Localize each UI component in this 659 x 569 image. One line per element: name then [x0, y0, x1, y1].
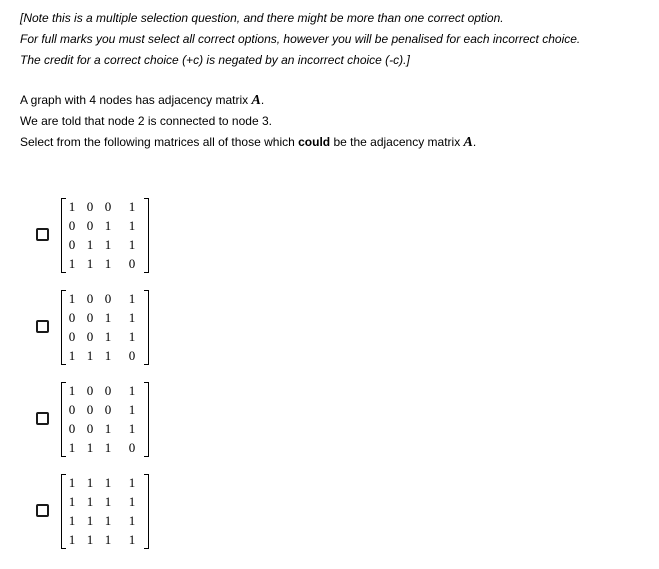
- matrix-row: [61, 400, 151, 419]
- matrix-row: [61, 254, 151, 273]
- matrix-cell: 1: [86, 475, 94, 490]
- matrix-cell: 0: [68, 237, 76, 252]
- matrix-cell: 0: [86, 383, 94, 398]
- matrix-cell: 0: [86, 402, 94, 417]
- question-text: [20, 90, 476, 153]
- matrix-cell: 1: [128, 329, 136, 344]
- matrix-cell: 1: [68, 494, 76, 509]
- matrix-row: [61, 327, 151, 346]
- matrix-cell: 1: [68, 291, 76, 306]
- question-line-3-pre: Select from the following matrices all of those which: [20, 135, 299, 149]
- matrix-cell: 1: [104, 475, 112, 490]
- matrix-cell: 1: [104, 513, 112, 528]
- matrix-cell: 1: [104, 494, 112, 509]
- option-1-matrix: [61, 196, 151, 274]
- matrix-row: [61, 492, 151, 511]
- question-line-2: We are told that node 2 is connected to node 3.: [20, 114, 272, 128]
- matrix-cell: 0: [68, 402, 76, 417]
- matrix-cell: 1: [86, 440, 94, 455]
- matrix-row: [61, 197, 151, 216]
- matrix-cell: 0: [104, 383, 112, 398]
- matrix-row: [61, 381, 151, 400]
- matrix-cell: 1: [128, 291, 136, 306]
- matrix-row: [61, 419, 151, 438]
- matrix-symbol: A: [251, 93, 261, 108]
- matrix-cell: 1: [86, 532, 94, 547]
- matrix-cell: 0: [128, 256, 136, 271]
- matrix-cell: 1: [68, 532, 76, 547]
- option-2-checkbox[interactable]: [36, 320, 49, 333]
- instructions-note: [20, 8, 580, 71]
- option-4: [36, 472, 176, 550]
- option-3-checkbox[interactable]: [36, 412, 49, 425]
- matrix-cell: 1: [68, 199, 76, 214]
- option-1-checkbox[interactable]: [36, 228, 49, 241]
- matrix-cell: 1: [128, 421, 136, 436]
- matrix-cell: 1: [104, 532, 112, 547]
- matrix-cell: 0: [86, 329, 94, 344]
- matrix-cell: 1: [104, 237, 112, 252]
- instructions-line-1: [Note this is a multiple selection question, and there might be more than one correct option.: [20, 11, 504, 25]
- option-4-matrix: [61, 472, 151, 550]
- matrix-cell: 1: [86, 494, 94, 509]
- matrix-cell: 1: [68, 383, 76, 398]
- matrix-cell: 1: [68, 440, 76, 455]
- option-1: [36, 196, 176, 274]
- matrix-symbol: A: [463, 135, 473, 150]
- matrix-cell: 1: [128, 218, 136, 233]
- matrix-cell: 0: [86, 199, 94, 214]
- option-2-matrix: [61, 288, 151, 366]
- matrix-cell: 1: [104, 348, 112, 363]
- option-3: [36, 380, 176, 458]
- matrix-cell: 1: [86, 348, 94, 363]
- matrix-cell: 1: [104, 421, 112, 436]
- matrix-cell: 1: [86, 513, 94, 528]
- matrix-cell: 1: [128, 513, 136, 528]
- matrix-cell: 1: [128, 494, 136, 509]
- matrix-row: [61, 216, 151, 235]
- matrix-cell: 0: [128, 440, 136, 455]
- matrix-cell: 1: [128, 199, 136, 214]
- matrix-cell: 1: [68, 513, 76, 528]
- matrix-cell: 1: [104, 256, 112, 271]
- option-2: [36, 288, 176, 366]
- matrix-cell: 0: [68, 218, 76, 233]
- matrix-row: [61, 346, 151, 365]
- question-line-1-text: A graph with 4 nodes has adjacency matrix: [20, 93, 252, 107]
- matrix-cell: 1: [104, 329, 112, 344]
- matrix-cell: 0: [68, 310, 76, 325]
- matrix-cell: 0: [104, 291, 112, 306]
- matrix-row: [61, 530, 151, 549]
- matrix-cell: 0: [86, 310, 94, 325]
- matrix-cell: 1: [86, 256, 94, 271]
- question-line-3: [20, 132, 476, 153]
- matrix-cell: 1: [128, 310, 136, 325]
- matrix-cell: 1: [128, 532, 136, 547]
- question-line-1-end: .: [260, 93, 265, 107]
- matrix-row: [61, 308, 151, 327]
- matrix-row: [61, 289, 151, 308]
- matrix-cell: 1: [128, 237, 136, 252]
- instructions-line-2: For full marks you must select all correct options, however you will be penalised for each incorrect choice.: [20, 32, 581, 46]
- matrix-row: [61, 511, 151, 530]
- matrix-cell: 1: [128, 383, 136, 398]
- matrix-row: [61, 438, 151, 457]
- matrix-cell: 0: [86, 218, 94, 233]
- matrix-cell: 0: [86, 291, 94, 306]
- emphasis-could: could: [298, 135, 331, 149]
- matrix-cell: 1: [128, 402, 136, 417]
- matrix-cell: 0: [104, 402, 112, 417]
- matrix-cell: 1: [68, 348, 76, 363]
- instructions-line-3: The credit for a correct choice (+c) is negated by an incorrect choice (-c).]: [20, 53, 410, 67]
- matrix-cell: 1: [68, 256, 76, 271]
- matrix-row: [61, 473, 151, 492]
- matrix-cell: 0: [104, 199, 112, 214]
- matrix-cell: 1: [104, 310, 112, 325]
- matrix-cell: 1: [128, 475, 136, 490]
- matrix-cell: 0: [68, 329, 76, 344]
- question-line-1: [20, 90, 476, 111]
- matrix-cell: 1: [86, 237, 94, 252]
- matrix-cell: 1: [104, 440, 112, 455]
- matrix-row: [61, 235, 151, 254]
- matrix-cell: 1: [68, 475, 76, 490]
- question-line-3-end: .: [472, 135, 477, 149]
- option-4-checkbox[interactable]: [36, 504, 49, 517]
- matrix-cell: 0: [68, 421, 76, 436]
- question-line-3-mid: be the adjacency matrix: [330, 135, 464, 149]
- matrix-cell: 0: [128, 348, 136, 363]
- option-3-matrix: [61, 380, 151, 458]
- matrix-cell: 0: [86, 421, 94, 436]
- matrix-cell: 1: [104, 218, 112, 233]
